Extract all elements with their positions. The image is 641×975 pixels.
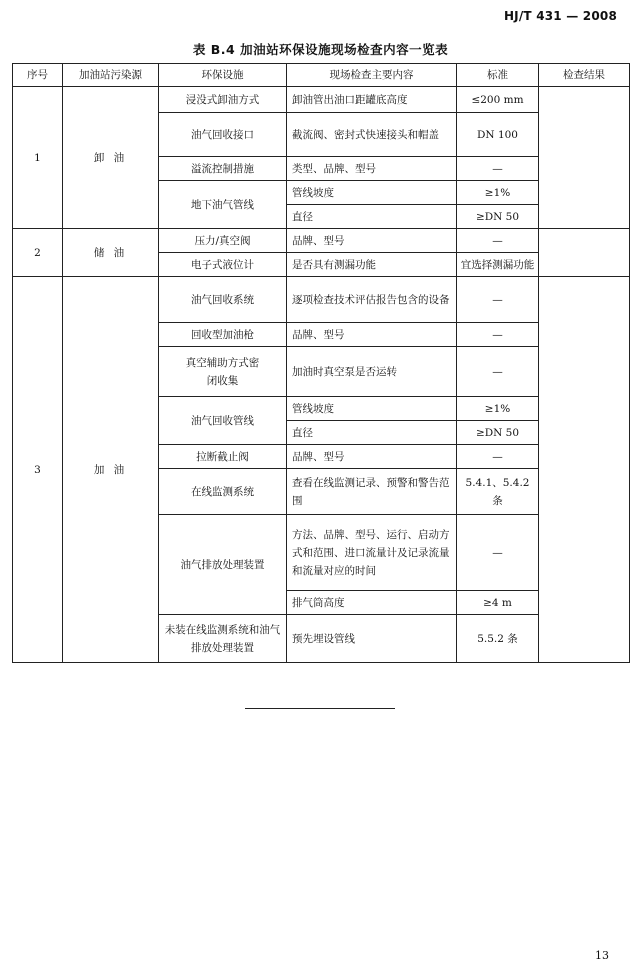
check-content: 直径 <box>287 205 457 229</box>
check-content: 查看在线监测记录、预警和警告范围 <box>287 469 457 515</box>
standard-value: — <box>457 445 539 469</box>
facility-name: 拉断截止阀 <box>159 445 287 469</box>
table-row <box>13 229 630 253</box>
standard-value: — <box>457 229 539 253</box>
standard-value: — <box>457 157 539 181</box>
check-content: 卸油管出油口距罐底高度 <box>287 87 457 113</box>
facility-name: 油气回收接口 <box>159 113 287 157</box>
facility-name: 未装在线监测系统和油气排放处理装置 <box>159 615 287 663</box>
check-content: 品牌、型号 <box>287 445 457 469</box>
facility-name: 油气排放处理装置 <box>159 515 287 615</box>
check-content: 管线坡度 <box>287 181 457 205</box>
facility-name: 油气回收管线 <box>159 397 287 445</box>
table-row <box>13 87 630 113</box>
check-content: 直径 <box>287 421 457 445</box>
standard-value: ≥DN 50 <box>457 421 539 445</box>
facility-name: 浸没式卸油方式 <box>159 87 287 113</box>
facility-name: 地下油气管线 <box>159 181 287 229</box>
group-no: 1 <box>13 87 63 229</box>
check-content: 逐项检查技术评估报告包含的设备 <box>287 277 457 323</box>
standard-value: ≥4 m <box>457 591 539 615</box>
group-no: 2 <box>13 229 63 277</box>
table-row <box>13 277 630 323</box>
check-content: 类型、品牌、型号 <box>287 157 457 181</box>
standard-code: HJ/T 431 — 2008 <box>503 9 617 23</box>
standard-value: — <box>457 277 539 323</box>
standard-value: DN 100 <box>457 113 539 157</box>
standard-value: ≥1% <box>457 397 539 421</box>
standard-value: — <box>457 515 539 591</box>
check-content: 加油时真空泵是否运转 <box>287 347 457 397</box>
group-no: 3 <box>13 277 63 663</box>
col-header-result: 检查结果 <box>539 64 630 87</box>
check-content: 是否具有测漏功能 <box>287 253 457 277</box>
standard-value: ≥1% <box>457 181 539 205</box>
check-content: 排气筒高度 <box>287 591 457 615</box>
col-header-no: 序号 <box>13 64 63 87</box>
page-number: 13 <box>595 949 609 962</box>
standard-value: — <box>457 347 539 397</box>
facility-name: 压力/真空阀 <box>159 229 287 253</box>
standard-value: 5.5.2 条 <box>457 615 539 663</box>
check-content: 品牌、型号 <box>287 323 457 347</box>
result-cell <box>539 229 630 277</box>
check-content: 预先埋设管线 <box>287 615 457 663</box>
group-source: 储 油 <box>63 229 159 277</box>
inspection-table <box>12 63 630 663</box>
standard-value: 宜选择测漏功能 <box>457 253 539 277</box>
table-header-row <box>13 64 630 87</box>
facility-name: 电子式液位计 <box>159 253 287 277</box>
result-cell <box>539 277 630 663</box>
col-header-source: 加油站污染源 <box>63 64 159 87</box>
col-header-standard: 标准 <box>457 64 539 87</box>
check-content: 品牌、型号 <box>287 229 457 253</box>
standard-value: ≤200 mm <box>457 87 539 113</box>
standard-value: 5.4.1、5.4.2 条 <box>457 469 539 515</box>
group-source: 加 油 <box>63 277 159 663</box>
table-title: 表 B.4 加油站环保设施现场检查内容一览表 <box>192 42 449 57</box>
check-content: 方法、品牌、型号、运行、启动方式和范围、进口流量计及记录流量和流量对应的时间 <box>287 515 457 591</box>
facility-name: 在线监测系统 <box>159 469 287 515</box>
end-of-table-rule <box>245 708 395 709</box>
check-content: 管线坡度 <box>287 397 457 421</box>
facility-name: 真空辅助方式密闭收集 <box>159 347 287 397</box>
standard-value: — <box>457 323 539 347</box>
col-header-content: 现场检查主要内容 <box>287 64 457 87</box>
facility-name: 回收型加油枪 <box>159 323 287 347</box>
standard-value: ≥DN 50 <box>457 205 539 229</box>
facility-name: 溢流控制措施 <box>159 157 287 181</box>
result-cell <box>539 87 630 229</box>
col-header-facility: 环保设施 <box>159 64 287 87</box>
group-source: 卸 油 <box>63 87 159 229</box>
check-content: 截流阀、密封式快速接头和帽盖 <box>287 113 457 157</box>
facility-name: 油气回收系统 <box>159 277 287 323</box>
